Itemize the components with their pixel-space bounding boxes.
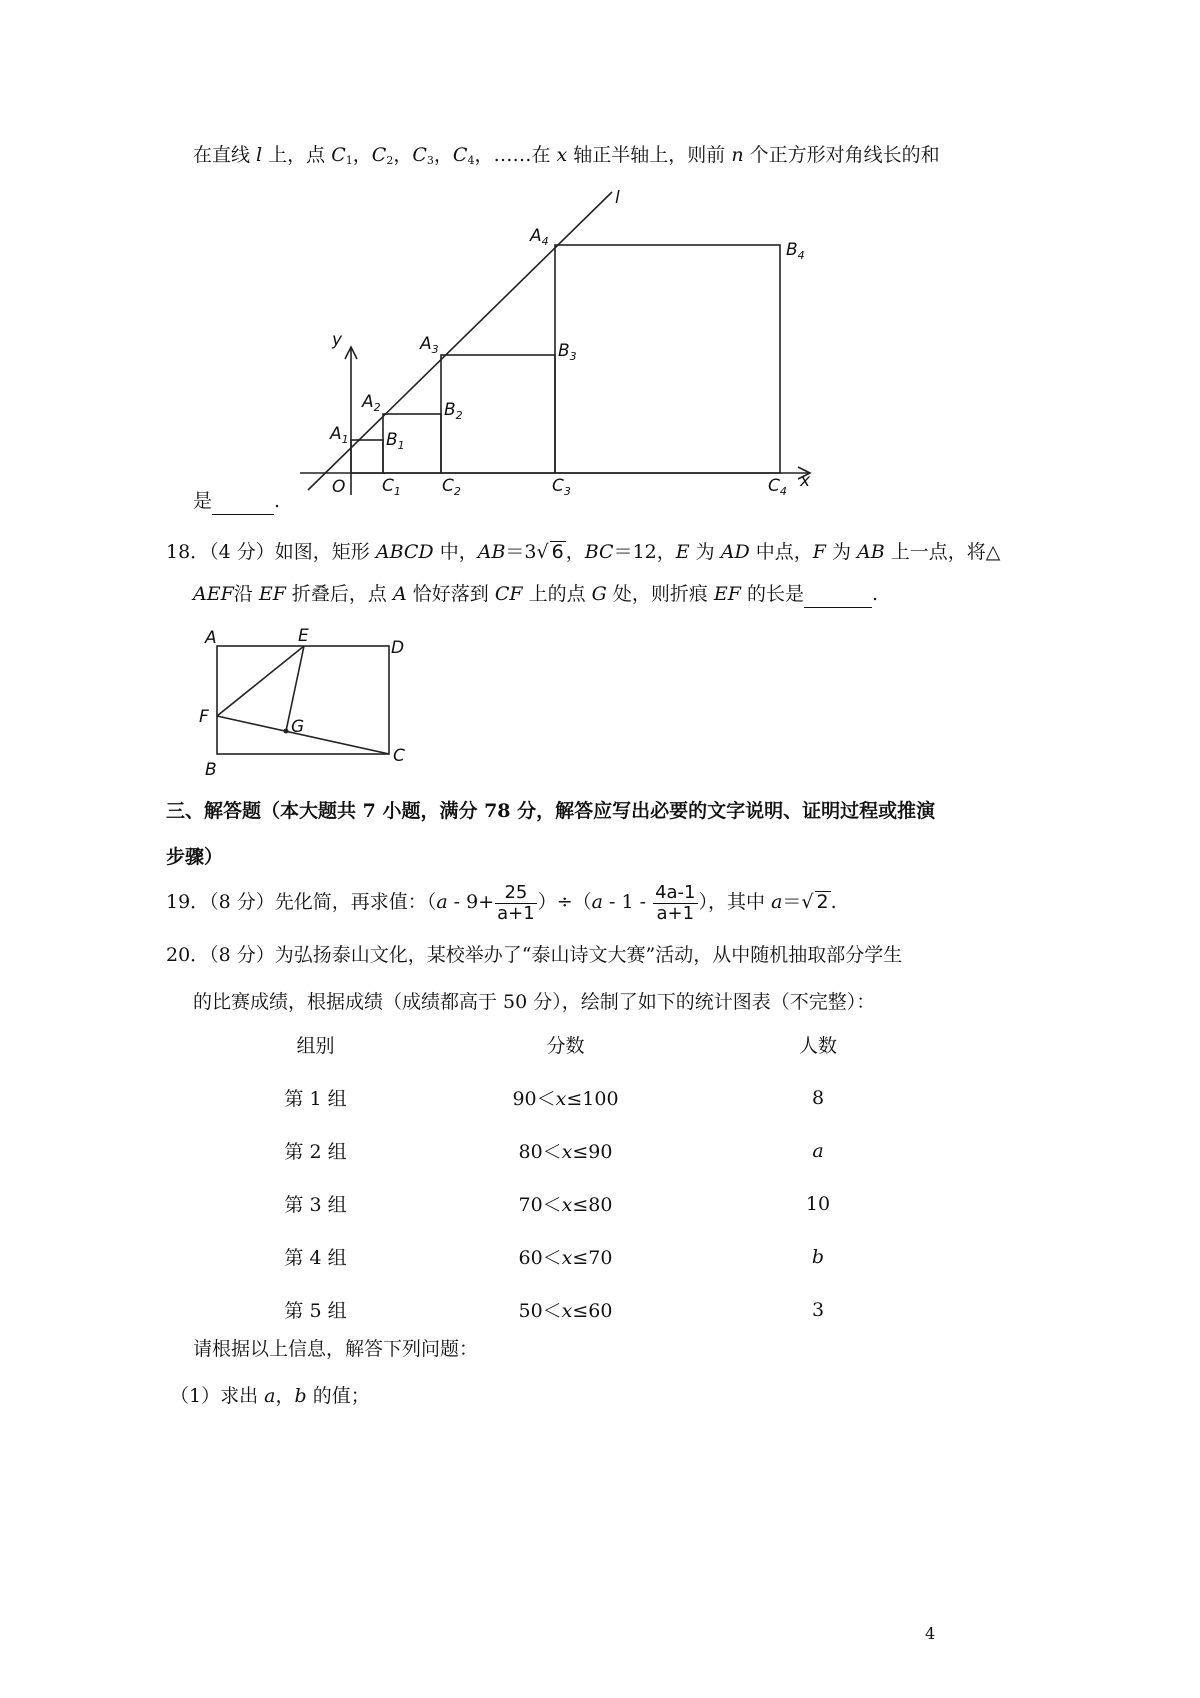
q20-instruction: 请根据以上信息，解答下列问题： (193, 1338, 479, 1360)
q18-rectangle-figure (195, 625, 425, 785)
section3-heading-line2: 步骤） (166, 846, 224, 868)
answer-blank (804, 585, 872, 608)
square-4 (555, 245, 780, 473)
table-header-row (193, 1018, 943, 1071)
q18-text-line1: 18．（4 分）如图，矩形 ABCD 中，AB＝3√ 6 ，BC＝12，E 为 AD 中点，F 为 AB 上一点，将△ (166, 541, 1001, 563)
table-row (193, 1177, 943, 1230)
cell-score: 50＜x≤60 (518, 1300, 613, 1322)
label-b3: $B_3$ (558, 341, 577, 363)
label-a1: $A_1$ (330, 424, 349, 446)
fraction-25-over-a-plus-1: $\frac{25}{a+1}$ (497, 881, 535, 924)
cell-count: 3 (811, 1298, 825, 1321)
q20-score-table (193, 1018, 943, 1336)
label-l: l (615, 188, 620, 208)
cell-group: 第 4 组 (284, 1247, 347, 1269)
cell-score: 60＜x≤70 (518, 1247, 613, 1269)
cell-group: 第 5 组 (284, 1300, 347, 1322)
label-o: O (332, 477, 346, 497)
q19-text: 19．（8 分）先化简，再求值：（a - 9+ $\frac{25}{a+1}$ ）÷（a - 1 - $\frac{4a-1}{a+1}$ ），其中 a＝√ 2 . (166, 881, 837, 924)
answer-blank (212, 492, 274, 515)
label-c3: $C_3$ (552, 476, 571, 498)
label-b2: $B_2$ (444, 400, 463, 422)
label-c1: $C_1$ (382, 476, 401, 498)
page-number: 4 (925, 1624, 936, 1643)
header-group: 组别 (296, 1035, 335, 1057)
table-row (193, 1230, 943, 1283)
cell-count: 8 (811, 1086, 825, 1109)
cell-group: 第 2 组 (284, 1141, 347, 1163)
point-g (284, 729, 289, 734)
cell-group: 第 3 组 (284, 1194, 347, 1216)
table-row (193, 1071, 943, 1124)
q20-subquestion-1: （1）求出 a，b 的值； (170, 1385, 370, 1407)
label-a: A (205, 628, 217, 648)
label-a4: $A_4$ (530, 226, 549, 248)
rectangle-abcd (217, 646, 389, 754)
q20-text-line1: 20．（8 分）为弘扬泰山文化，某校举办了“泰山诗文大赛”活动，从中随机抽取部分学生 (166, 944, 903, 966)
header-count: 人数 (798, 1035, 837, 1057)
label-a3: $A_3$ (420, 334, 439, 356)
cell-group: 第 1 组 (284, 1088, 347, 1110)
cell-score: 90＜x≤100 (512, 1088, 619, 1110)
q17-squares-figure (290, 185, 830, 515)
label-c: C (393, 746, 405, 766)
label-y: y (332, 330, 343, 350)
label-e: E (298, 626, 309, 646)
square-1 (351, 440, 383, 473)
table-row (193, 1283, 943, 1336)
label-f: F (199, 707, 209, 727)
cell-score: 80＜x≤90 (518, 1141, 613, 1163)
q17-text-line1: 在直线 l 上，点 $C_1$，$C_2$，$C_3$，$C_4$，……在 x 轴正半轴上，则前 n 个正方形对角线长的和 (193, 144, 940, 167)
label-g: G (291, 717, 305, 737)
fraction-4a-minus-1-over-a-plus-1: $\frac{4a-1}{a+1}$ (655, 881, 696, 924)
label-c2: $C_2$ (442, 476, 461, 498)
cell-score: 70＜x≤80 (518, 1194, 613, 1216)
label-b4: $B_4$ (786, 240, 805, 262)
label-b1: $B_1$ (386, 430, 405, 452)
label-a2: $A_2$ (362, 392, 381, 414)
q18-text-line2: AEF沿 EF 折叠后，点 A 恰好落到 CF 上的点 G 处，则折痕 EF 的长是 . (193, 580, 878, 608)
header-score: 分数 (546, 1035, 585, 1057)
label-b: B (205, 760, 217, 780)
section3-heading-line1: 三、解答题（本大题共 7 小题，满分 78 分，解答应写出必要的文字说明、证明过程或推演 (166, 800, 936, 822)
cell-count: a (812, 1139, 824, 1162)
cell-count: b (811, 1245, 825, 1268)
label-c4: $C_4$ (768, 476, 787, 498)
cell-count: 10 (805, 1192, 831, 1215)
q20-text-line2: 的比赛成绩，根据成绩（成绩都高于 50 分），绘制了如下的统计图表（不完整）： (193, 991, 876, 1013)
table-row (193, 1124, 943, 1177)
q17-text-line2: 是 . (193, 487, 280, 515)
label-d: D (391, 638, 405, 658)
label-x: x (800, 471, 811, 491)
